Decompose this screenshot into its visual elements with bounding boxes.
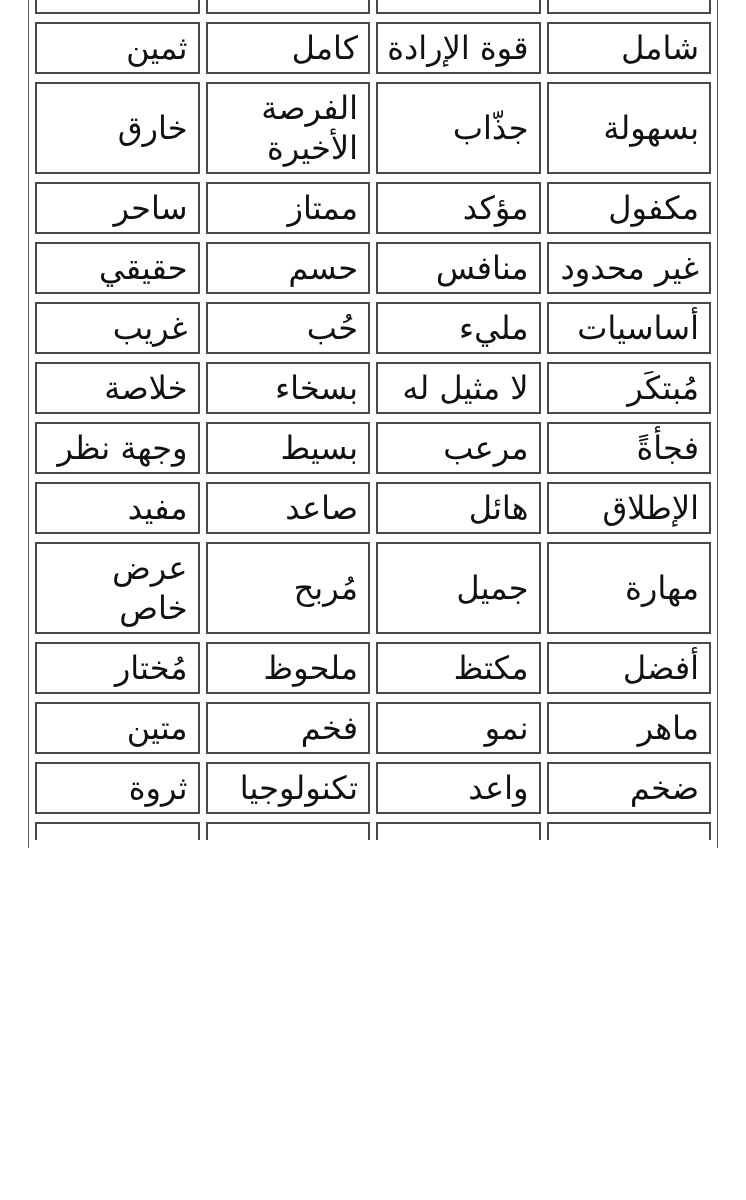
table-cell: الفرصة الأخيرة	[206, 82, 371, 174]
table-row	[35, 702, 711, 754]
table-row	[35, 82, 711, 174]
table-cell: هائل	[376, 482, 541, 534]
word-table	[28, 0, 718, 848]
table-cell: منافس	[376, 242, 541, 294]
table-cell: ملحوظ	[206, 642, 371, 694]
table-cell: مفيد	[35, 482, 200, 534]
table-cell: صاعد	[206, 482, 371, 534]
table-cell: خلاصة	[35, 362, 200, 414]
table-cell: مُربح	[206, 542, 371, 634]
table-cell-partial	[206, 822, 371, 840]
table-cell: حسم	[206, 242, 371, 294]
table-cell: ثمين	[35, 22, 200, 74]
table-cell: بسيط	[206, 422, 371, 474]
table-cell-partial	[547, 0, 712, 14]
table-row	[35, 542, 711, 634]
table-cell: متين	[35, 702, 200, 754]
table-cell: مكتظ	[376, 642, 541, 694]
table-row-partial	[35, 822, 711, 840]
table-cell: غير محدود	[547, 242, 712, 294]
table-cell: جذّاب	[376, 82, 541, 174]
table-row	[35, 362, 711, 414]
table-cell: غريب	[35, 302, 200, 354]
word-table-body	[35, 0, 711, 840]
table-cell: جميل	[376, 542, 541, 634]
table-row	[35, 22, 711, 74]
table-cell: بسخاء	[206, 362, 371, 414]
table-cell: خارق	[35, 82, 200, 174]
table-cell: فجأةً	[547, 422, 712, 474]
table-cell: بسهولة	[547, 82, 712, 174]
table-cell: تكنولوجيا	[206, 762, 371, 814]
table-cell: مكفول	[547, 182, 712, 234]
table-row	[35, 642, 711, 694]
table-cell: فخم	[206, 702, 371, 754]
table-cell: قوة الإرادة	[376, 22, 541, 74]
table-cell-partial	[376, 822, 541, 840]
table-cell: ضخم	[547, 762, 712, 814]
table-row-partial	[35, 0, 711, 14]
table-cell-partial	[35, 822, 200, 840]
table-cell: ماهر	[547, 702, 712, 754]
table-cell-partial	[547, 822, 712, 840]
table-row	[35, 302, 711, 354]
table-row	[35, 422, 711, 474]
table-cell: أفضل	[547, 642, 712, 694]
table-cell: وجهة نظر	[35, 422, 200, 474]
table-cell: حُب	[206, 302, 371, 354]
table-cell: لا مثيل له	[376, 362, 541, 414]
table-cell-partial	[206, 0, 371, 14]
table-cell-partial	[376, 0, 541, 14]
table-cell: كامل	[206, 22, 371, 74]
table-cell-partial	[35, 0, 200, 14]
table-cell: شامل	[547, 22, 712, 74]
table-cell: مؤكد	[376, 182, 541, 234]
table-row	[35, 182, 711, 234]
table-cell: ممتاز	[206, 182, 371, 234]
table-row	[35, 482, 711, 534]
table-cell: ساحر	[35, 182, 200, 234]
table-row	[35, 242, 711, 294]
table-cell: مُبتكَر	[547, 362, 712, 414]
table-cell: مهارة	[547, 542, 712, 634]
table-cell: الإطلاق	[547, 482, 712, 534]
table-cell: مليء	[376, 302, 541, 354]
table-cell: نمو	[376, 702, 541, 754]
table-cell: واعد	[376, 762, 541, 814]
table-cell: مُختار	[35, 642, 200, 694]
table-cell: حقيقي	[35, 242, 200, 294]
table-cell: عرض خاص	[35, 542, 200, 634]
table-cell: أساسيات	[547, 302, 712, 354]
table-cell: مرعب	[376, 422, 541, 474]
table-cell: ثروة	[35, 762, 200, 814]
table-row	[35, 762, 711, 814]
